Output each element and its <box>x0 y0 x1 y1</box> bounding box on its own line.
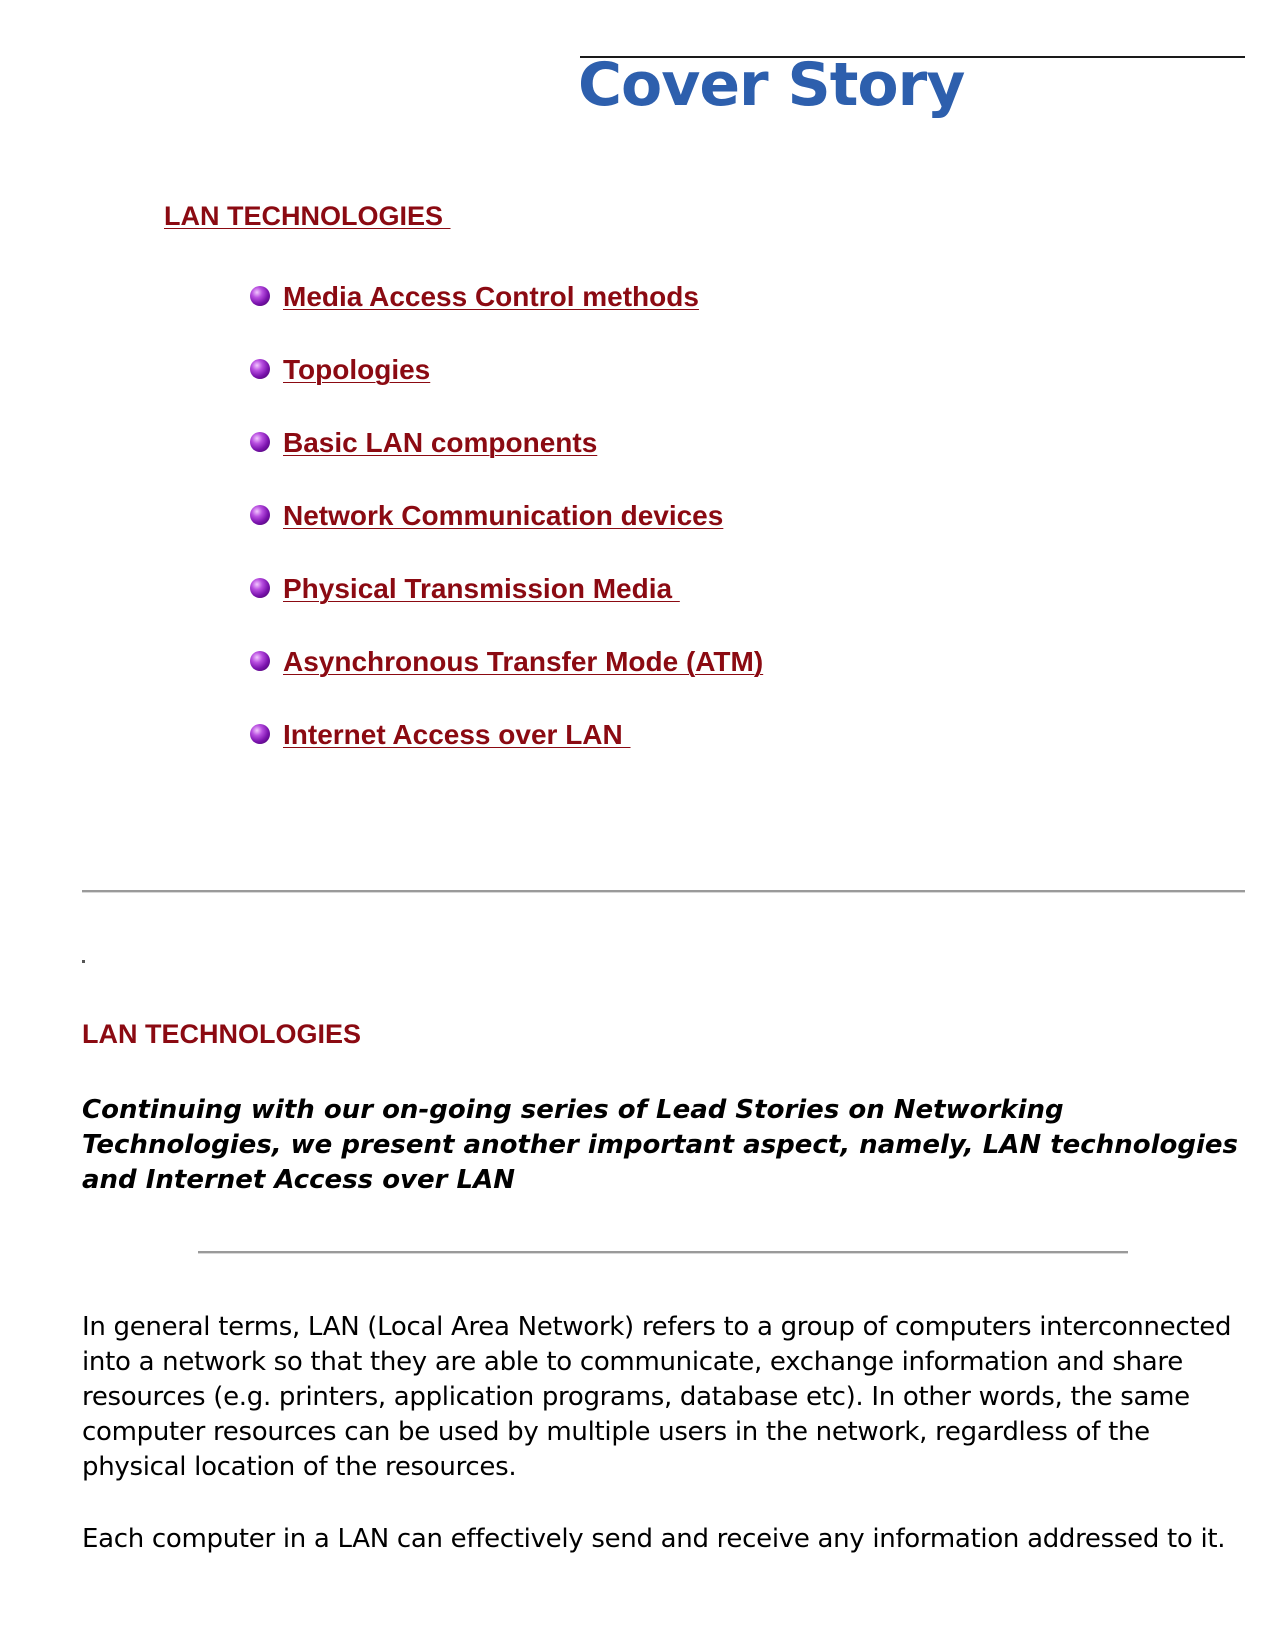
purple-sphere-bullet-icon <box>250 432 270 452</box>
toc-item <box>250 353 763 426</box>
article-paragraph: Each computer in a LAN can effectively send and receive any information addressed to it. <box>82 1524 1226 1554</box>
toc-link-internet-access-over-lan[interactable]: Internet Access over LAN <box>283 719 631 750</box>
purple-sphere-bullet-icon <box>250 359 270 379</box>
toc-item <box>250 426 763 499</box>
article-paragraph: In general terms, LAN (Local Area Network) refers to a group of computers interconnected into a network so that they are able to communicate, exchange information and share resources (e.g. printers, application programs, database etc). In other words, the same computer resources can be used by multiple users in the network, regardless of the physical location of the resources. <box>82 1312 1232 1482</box>
section-divider <box>82 890 1245 893</box>
toc-item <box>250 572 763 645</box>
masthead-title: Cover Story <box>578 50 965 120</box>
purple-sphere-bullet-icon <box>250 505 270 525</box>
toc-link-atm[interactable]: Asynchronous Transfer Mode (ATM) <box>283 646 764 677</box>
lead-divider <box>198 1251 1128 1254</box>
toc-item <box>250 280 763 353</box>
article-heading: LAN TECHNOLOGIES <box>82 1019 362 1049</box>
toc-item <box>250 718 763 791</box>
toc-link-topologies[interactable]: Topologies <box>283 354 431 385</box>
purple-sphere-bullet-icon <box>250 578 270 598</box>
toc-link-network-communication-devices[interactable]: Network Communication devices <box>283 500 724 531</box>
stray-dot <box>82 960 85 963</box>
purple-sphere-bullet-icon <box>250 724 270 744</box>
toc-heading-link[interactable]: LAN TECHNOLOGIES <box>164 201 451 231</box>
toc-list <box>250 280 763 791</box>
purple-sphere-bullet-icon <box>250 651 270 671</box>
toc-link-media-access-control[interactable]: Media Access Control methods <box>283 281 699 312</box>
toc-link-physical-transmission-media[interactable]: Physical Transmission Media <box>283 573 680 604</box>
toc-link-basic-lan-components[interactable]: Basic LAN components <box>283 427 598 458</box>
purple-sphere-bullet-icon <box>250 286 270 306</box>
article-lead: Continuing with our on-going series of Lead Stories on Networking Technologies, we present another important aspect, namely, LAN technologies and Internet Access over LAN <box>82 1095 1238 1195</box>
toc-item <box>250 499 763 572</box>
toc-item <box>250 645 763 718</box>
